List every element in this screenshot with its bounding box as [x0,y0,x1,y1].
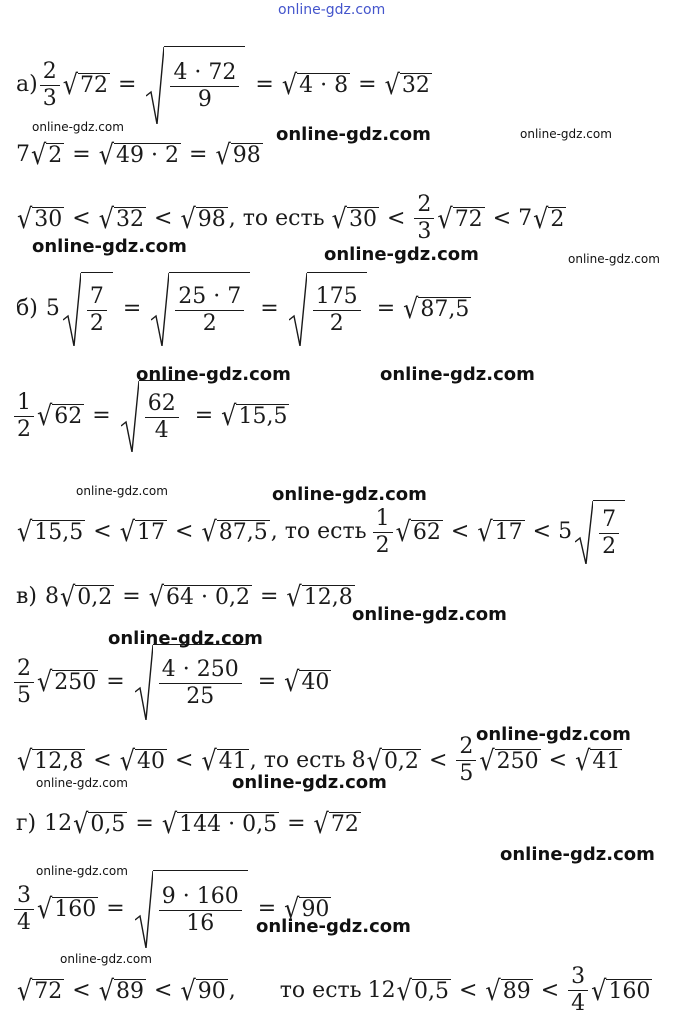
part-b-line-1: б) 5 $\frac{7}{2}$ = $\frac{25 \cdot 7}{2}$ = $\frac{175}{2}$ = √ 87,5 [16,272,472,346]
watermark: online-gdz.com [568,252,660,266]
square-root: √ 72 [62,68,108,102]
part-c-label: в) [16,584,37,609]
part-a-line-1: а) $\frac{2}{3}$ √ 72 = $\frac{4 \cdot 72}{9}$ = √ 4 · 8 = √ 32 [16,46,433,124]
part-a-line-3: √ 30 < √ 32 < √ 98 , то есть √ 30 < $\frac{2}{3}$ √ 72 < 7 √ 2 [17,192,565,244]
watermark: online-gdz.com [272,484,427,505]
part-d-line-1: г) 12 √ 0,5 = √ 144 · 0,5 = √ 72 [16,807,359,841]
part-b-label: б) [16,296,38,321]
watermark: online-gdz.com [232,772,387,793]
watermark: online-gdz.com [324,244,479,265]
watermark: online-gdz.com [76,484,168,498]
watermark: online-gdz.com [276,124,431,145]
watermark: online-gdz.com [36,776,128,790]
part-d-label: г) [16,811,37,836]
part-b-line-2: $\frac{1}{2}$ √ 62 = $\frac{62}{4}$ = √ 15,5 [12,380,290,452]
watermark: online-gdz.com [256,916,411,937]
watermark: online-gdz.com [380,364,535,385]
part-b-line-3: √ 15,5 < √ 17 < √ 87,5 , то есть $\frac{1}{2}$ √ 62 < √ 17 < 5 $\frac{7}{2}$ [16,500,628,564]
part-c-line-2: $\frac{2}{5}$ √ 250 = $\frac{4 \cdot 250}{25}$ = √ 40 [12,644,332,720]
part-c-line-3: √ 12,8 < √ 40 < √ 41 , то есть 8 √ 0,2 < $\frac{2}{5}$ √ 250 < √ 41 [17,734,621,786]
header-watermark: online-gdz.com [278,2,386,18]
part-a-label: а) [16,72,38,97]
part-d-line-2: $\frac{3}{4}$ √ 160 = $\frac{9 \cdot 160}{16}$ = √ 90 [12,870,332,948]
watermark: online-gdz.com [36,864,128,878]
watermark: online-gdz.com [136,364,291,385]
watermark: online-gdz.com [520,127,612,141]
part-d-line-3: √ 72 < √ 89 < √ 90 , то есть 12 √ 0,5 < √ 89 < $\frac{3}{4}$ √ 160 [17,964,651,1016]
fraction: $\frac{2}{3}$ [40,61,60,110]
watermark: online-gdz.com [352,604,507,625]
big-square-root: $\frac{4 \cdot 72}{9}$ [146,46,245,124]
watermark: online-gdz.com [476,724,631,745]
watermark: online-gdz.com [60,952,152,966]
part-c-line-1: в) 8 √ 0,2 = √ 64 · 0,2 = √ 12,8 [16,580,353,614]
watermark: online-gdz.com [500,844,655,865]
watermark: online-gdz.com [32,120,124,134]
part-a-line-2: 7 √ 2 = √ 49 · 2 = √ 98 [16,138,261,172]
watermark: online-gdz.com [32,236,187,257]
watermark: online-gdz.com [108,628,263,649]
